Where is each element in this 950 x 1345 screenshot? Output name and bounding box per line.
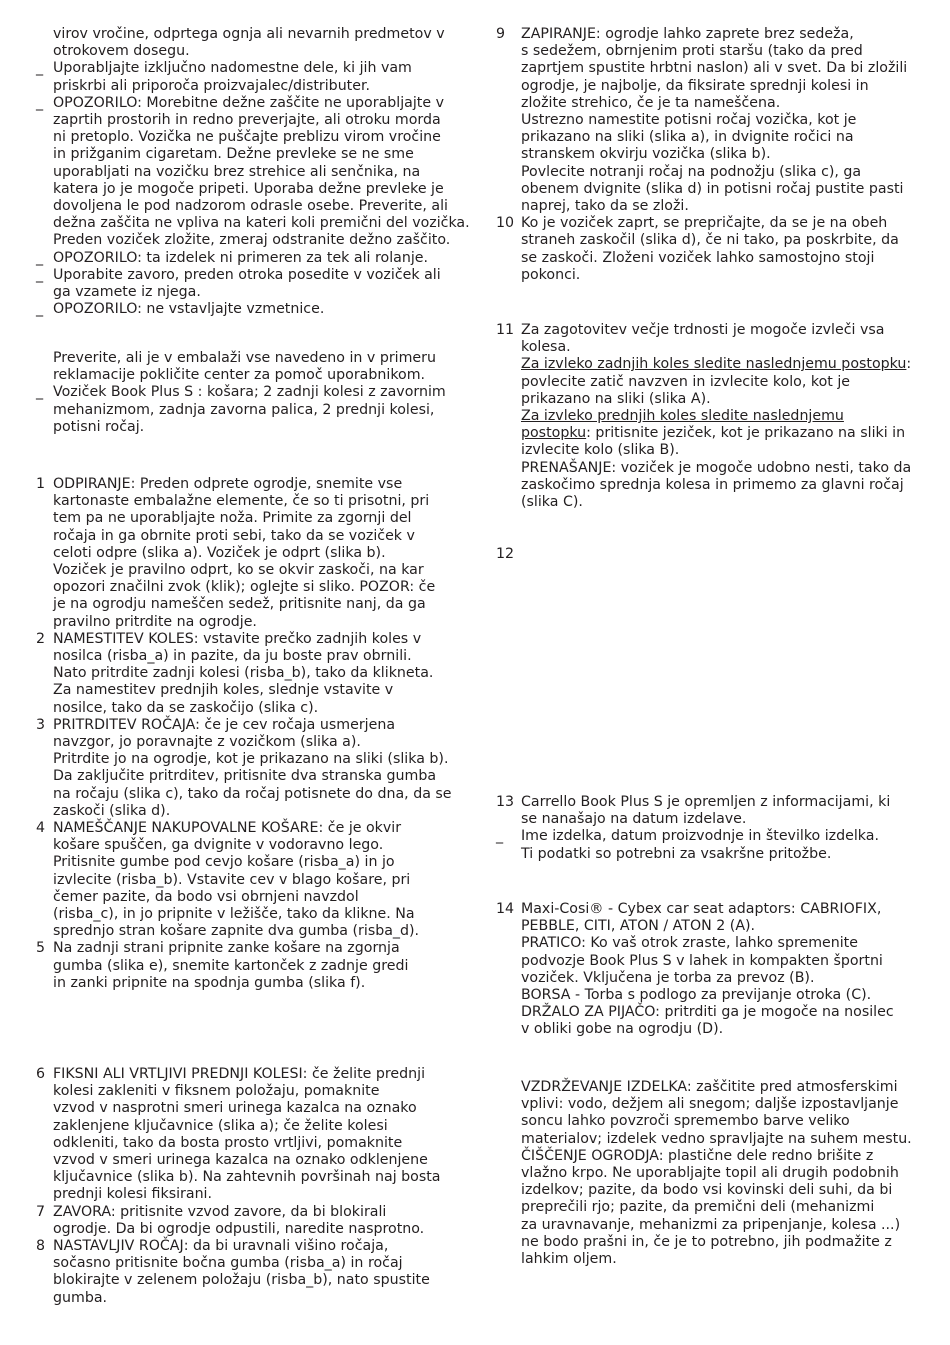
text-line: prikazano na sliki (slika a), in dvignite ročici na [521, 129, 854, 146]
instruction-item [36, 820, 458, 940]
text-line: ODPIRANJE: Preden odprete ogrodje, snemite vse [53, 476, 403, 492]
text-line: povlecite zatič navzven in izvlecite kolo, kot je [521, 373, 851, 390]
item-marker: _ [36, 94, 44, 111]
text-line: v obliki gobe na ogrodju (D). [521, 1021, 724, 1038]
text-line: vzvod v nasprotni smeri urinega kazalca na oznako [53, 1100, 417, 1117]
text-line: dežna zaščita ne vpliva na kateri koli premični del vozička. [53, 215, 470, 232]
text-line: VZDRŽEVANJE IZDELKA: zaščitite pred atmosferskimi [521, 1079, 898, 1095]
text-line: pravilno pritrdite na ogrodje. [53, 613, 257, 630]
maintenance-section [496, 1079, 928, 1268]
text-line: (risba_c), in jo pripnite v ležišče, tako da klikne. Na [53, 906, 415, 923]
item-marker: 10 [496, 215, 515, 232]
text-line: preprečili rjo; pazite, da premični deli (mehanizmi [521, 1199, 875, 1216]
text-line: reklamacije pokličite center za pomoč uporabnikom. [53, 367, 426, 384]
text-line: (slika C). [521, 494, 583, 511]
wheel-removal-step-11 [496, 322, 928, 511]
text-line: PEBBLE, CITI, ATON / ATON 2 (A). [521, 918, 756, 935]
text-line: pokonci. [521, 266, 581, 283]
item-marker: 3 [36, 716, 46, 733]
instruction-item [496, 322, 928, 511]
text-line: odkleniti, tako da bosta prosto vrtljivi, pomaknite [53, 1134, 403, 1151]
item-marker: _ [36, 60, 44, 77]
text-line: potisni ročaj. [53, 418, 145, 435]
text-line: košare spuščen, ga dvignite v vodoravno lego. [53, 837, 384, 854]
instruction-item [36, 1066, 458, 1204]
text-line: izvlecite kolo (slika B). [521, 442, 680, 459]
assembly-steps-1-5 [36, 476, 458, 992]
text-line: nosilca (risba_a) in pazite, da ju boste prav obrnili. [53, 648, 412, 665]
assembly-steps-6-8 [36, 1066, 458, 1307]
text-line: dovoljena le pod nadzorom odrasle osebe. Preverite, ali [53, 198, 448, 215]
text-line: NAMESTITEV KOLES: vstavite prečko zadnjih koles v [53, 630, 422, 647]
text-line: katera jo je mogoče pripeti. Uporaba dežne prevleke je [53, 180, 444, 197]
safety-warnings [36, 26, 470, 318]
text-line: FIKSNI ALI VRTLJIVI PREDNJI KOLESI: če želite prednji [53, 1066, 426, 1082]
text-line: ga vzamete iz njega. [53, 284, 201, 301]
instruction-item [36, 26, 458, 60]
text-line: ne bodo prašni in, če je to potrebno, jih podmažite z [521, 1233, 892, 1250]
text-line: Na zadnji strani pripnite zanke košare na zgornja [53, 940, 400, 957]
text-line: izdelkov; pazite, da bodo vsi kovinski deli suhi, da bi [521, 1182, 893, 1199]
text-line: Ti podatki so potrebni za vsakršne pritožbe. [521, 845, 832, 862]
text-line: DRŽALO ZA PIJAČO: pritrditi ga je mogoče na nosilec [521, 1004, 894, 1021]
instruction-item [36, 717, 458, 820]
item-marker: 8 [36, 1238, 46, 1255]
instruction-item [36, 60, 458, 94]
instruction-item [36, 301, 458, 318]
instruction-item [36, 250, 458, 267]
text-line: Voziček Book Plus S : košara; 2 zadnji kolesi z zavornim [53, 384, 446, 401]
item-marker: _ [496, 828, 504, 845]
text-line: BORSA - Torba s podlogo za previjanje otroka (C). [521, 987, 872, 1004]
text-line: kartonaste embalažne elemente, če so ti prisotni, pri [53, 493, 430, 510]
text-line: Preverite, ali je v embalaži vse navedeno in v primeru [53, 350, 436, 366]
item-marker: 14 [496, 901, 515, 917]
instruction-item [36, 476, 458, 631]
item-marker: 4 [36, 820, 46, 837]
text-line: vzvod v smeri urinega kazalca na oznako odklenjene [53, 1152, 428, 1169]
text-line: lahkim oljem. [521, 1251, 617, 1268]
front-wheel-instruction-title: Za izvleko prednjih koles sledite naslednjemu [521, 408, 844, 425]
text-line: zaprtih prostorih in redno preverjajte, ali otroku morda [53, 112, 441, 129]
item-marker: 11 [496, 322, 515, 338]
text-line: izvlecite (risba_b). Vstavite cev v blago košare, pri [53, 871, 411, 888]
text-line: kolesa. [521, 339, 571, 356]
text-line: Uporabljajte izključno nadomestne dele, ki jih vam [53, 60, 412, 77]
text-line: Voziček je pravilno odprt, ko se okvir zaskoči, na kar [53, 562, 424, 579]
text-line: soncu lahko povzroči spremembo barve veliko [521, 1113, 850, 1130]
text-line: tem pa ne uporabljajte noža. Primite za zgornji del [53, 510, 412, 527]
text-line: kolesi zakleniti v fiksnem položaju, pomaknite [53, 1083, 380, 1100]
text-line: zaskoči (slika d). [53, 802, 171, 819]
text-line: gumba (slika e), snemite kartonček z zadnje gredi [53, 957, 409, 974]
text-line: voziček. Vključena je torba za prevoz (B). [521, 969, 815, 986]
text-line: blokirajte v zelenem položaju (risba_b), nato spustite [53, 1272, 430, 1289]
text-line: Carrello Book Plus S je opremljen z informacijami, ki [521, 794, 891, 810]
text-line: OPOZORILO: ta izdelek ni primeren za tek ali rolanje. [53, 249, 428, 266]
item-marker: _ [36, 384, 44, 401]
item-marker: 13 [496, 794, 515, 810]
rear-wheel-instruction-title [521, 356, 928, 373]
text-line: PRATICO: Ko vaš otrok zraste, lahko spremenite [521, 935, 858, 952]
item-marker: _ [36, 249, 44, 266]
text-line: OPOZORILO: ne vstavljajte vzmetnice. [53, 301, 325, 318]
text-line: NASTAVLJIV ROČAJ: da bi uravnali višino ročaja, [53, 1238, 389, 1255]
instruction-item [36, 631, 458, 717]
text-line: opozori značilni zvok (klik); oglejte si sliko. POZOR: če [53, 579, 436, 596]
text-line: stranskem okvirju vozička (slika b). [521, 146, 771, 163]
text-line: s sedežem, obrnjenim proti staršu (tako da pred [521, 43, 863, 60]
instruction-item [36, 267, 458, 301]
text-line: Ustrezno namestite potisni ročaj vozička, kot je [521, 112, 857, 129]
item-marker: _ [36, 301, 44, 318]
text-line: in zanki pripnite na spodnja gumba (slika f). [53, 974, 366, 991]
instruction-item [496, 26, 928, 215]
text-line: podvozje Book Plus S v lahek in kompakten športni [521, 952, 883, 969]
text-line: NAMEŠČANJE NAKUPOVALNE KOŠARE: če je okvir [53, 820, 402, 837]
text-line: ročaja in ga obrnite proti sebi, tako da se voziček v [53, 527, 415, 544]
instruction-item [496, 1079, 928, 1268]
instruction-item [36, 1204, 458, 1238]
text-line: PRITRDITEV ROČAJA: če je cev ročaja usmerjena [53, 716, 396, 733]
instruction-item [36, 350, 458, 384]
text-line: ZAVORA: pritisnite vzvod zavore, da bi blokirali [53, 1203, 387, 1220]
instruction-item [36, 94, 470, 250]
text-line: čemer pazite, da bodo vsi obrnjeni navzdol [53, 888, 359, 905]
text-line: Preden voziček zložite, zmeraj odstranite dežno zaščito. [53, 232, 451, 249]
text-line: ni pretoplo. Vozička ne puščajte preblizu virom vročine [53, 129, 441, 146]
instruction-item [36, 940, 458, 992]
text-line: priskrbi ali priporoča proizvajalec/distributer. [53, 77, 371, 94]
item-marker: 2 [36, 630, 46, 647]
text-line: se zaskoči. Zloženi voziček lahko samostojno stoji [521, 249, 875, 266]
instruction-item [496, 828, 928, 862]
text-line: Da zaključite pritrditev, pritisnite dva stranska gumba [53, 768, 437, 785]
item-marker: 5 [36, 940, 46, 957]
accessories-step-14 [496, 901, 928, 1039]
text-line: gumba. [53, 1289, 108, 1306]
text-line: Za namestitev prednjih koles, slednje vstavite v [53, 682, 394, 699]
text-line: zložite strehico, če je ta nameščena. [521, 94, 781, 111]
text-line: straneh zaskočil (slika d), če ni tako, pa poskrbite, da [521, 232, 899, 249]
text-line: Ko je voziček zaprt, se prepričajte, da se je na obeh [521, 215, 888, 232]
text-line: materialov; izdelek vedno spravljajte na suhem mestu. [521, 1130, 912, 1147]
text-line: ogrodje. Da bi ogrodje odpustili, naredite nasprotno. [53, 1220, 425, 1237]
text-line: sočasno pritisnite bočna gumba (risba_a) in ročaj [53, 1255, 403, 1272]
text-line: zaklenjene ključavnice (slika a); če želite kolesi [53, 1117, 388, 1134]
text-line: Ime izdelka, datum proizvodnje in številko izdelka. [521, 828, 879, 845]
text-line: ključavnice (slika b). Na zahtevnih površinah naj bosta [53, 1169, 441, 1186]
text-line: virov vročine, odprtega ognja ali nevarnih predmetov v [53, 26, 445, 42]
text-line: je na ogrodju nameščen sedež, pritisnite nanj, da ga [53, 596, 426, 613]
text-line: celoti odpre (slika a). Voziček je odprt (slika b). [53, 544, 386, 561]
text-line: prednji kolesi fiksirani. [53, 1186, 213, 1203]
text-fragment: : [906, 356, 912, 373]
text-line: zaprtjem spustite hrbtni naslon) ali v svet. Da bi zložili [521, 60, 908, 77]
text-line: PRENAŠANJE: voziček je mogoče udobno nesti, tako da [521, 459, 912, 476]
item-marker: _ [36, 266, 44, 283]
item-marker: 9 [496, 26, 506, 42]
item-marker: 12 [496, 546, 515, 562]
text-fragment: : pritisnite jeziček, kot je prikazano na sliki in [586, 425, 906, 442]
text-line: Povlecite notranji ročaj na podnožju (slika c), ga [521, 163, 862, 180]
text-line: vlažno krpo. Ne uporabljajte topil ali drugih podobnih [521, 1165, 899, 1182]
text-line: ZAPIRANJE: ogrodje lahko zaprete brez sedeža, [521, 26, 854, 42]
text-line: prikazano na sliki (slika A). [521, 390, 711, 407]
folding-steps-9-10 [496, 26, 928, 284]
product-info-step-13 [496, 794, 928, 863]
text-line: ogrodje, je najbolje, da fiksirate sprednji kolesi in [521, 77, 869, 94]
text-line: Maxi-Cosi® - Cybex car seat adaptors: CABRIOFIX, [521, 901, 882, 917]
text-line: OPOZORILO: Morebitne dežne zaščite ne uporabljajte v [53, 94, 444, 111]
text-line: za uravnavanje, mehanizmi za pripenjanje, kolesa ...) [521, 1216, 901, 1233]
text-line: obenem dvignite (slika d) in potisni ročaj pustite pasti [521, 180, 904, 197]
text-line: mehanizmom, zadnja zavorna palica, 2 prednji kolesi, [53, 401, 435, 418]
underlined-text: postopku [521, 425, 587, 442]
text-line: Nato pritrdite zadnji kolesi (risba_b), tako da klikneta. [53, 665, 434, 682]
text-line: Za zagotovitev večje trdnosti je mogoče izvleči vsa [521, 322, 885, 338]
text-line: Pritisnite gumbe pod cevjo košare (risba_a) in jo [53, 854, 395, 871]
text-line [521, 425, 928, 442]
instruction-item [496, 215, 928, 284]
instruction-item [36, 1238, 458, 1307]
text-line: Pritrdite jo na ogrodje, kot je prikazano na sliki (slika b). [53, 751, 449, 768]
item-marker: 1 [36, 476, 46, 492]
instruction-item [496, 901, 928, 1039]
text-line: ČIŠČENJE OGRODJA: plastične dele redno brišite z [521, 1147, 874, 1164]
instruction-item [36, 384, 458, 436]
underlined-text: Za izvleko zadnjih koles sledite naslednjemu postopku [521, 356, 907, 373]
text-line: zaskočimo sprednja kolesa in primemo za glavni ročaj [521, 476, 904, 493]
text-line: nosilce, tako da se zaskočijo (slika c). [53, 699, 319, 716]
text-line: navzgor, jo poravnajte z vozičkom (slika a). [53, 734, 361, 751]
text-line: Uporabite zavoro, preden otroka posedite v voziček ali [53, 266, 441, 283]
item-marker: 7 [36, 1203, 46, 1220]
text-line: se nanašajo na datum izdelave. [521, 811, 747, 828]
item-marker: 6 [36, 1066, 46, 1082]
text-line: otrokovem dosegu. [53, 43, 190, 60]
package-contents [36, 350, 458, 436]
instruction-item [496, 794, 928, 828]
text-line: vplivi: vodo, dežjem ali snegom; daljše izpostavljanje [521, 1096, 899, 1113]
text-line: uporabljati na vozičku brez strehice ali senčnika, na [53, 163, 421, 180]
text-line: naprej, tako da se zloži. [521, 198, 689, 215]
text-line: in prižganim cigaretam. Dežne prevleke se ne sme [53, 146, 414, 163]
text-line: sprednjo stran košare zapnite dva gumba (risba_d). [53, 923, 420, 940]
text-line: na ročaju (slika c), tako da ročaj potisnete do dna, da se [53, 785, 452, 802]
